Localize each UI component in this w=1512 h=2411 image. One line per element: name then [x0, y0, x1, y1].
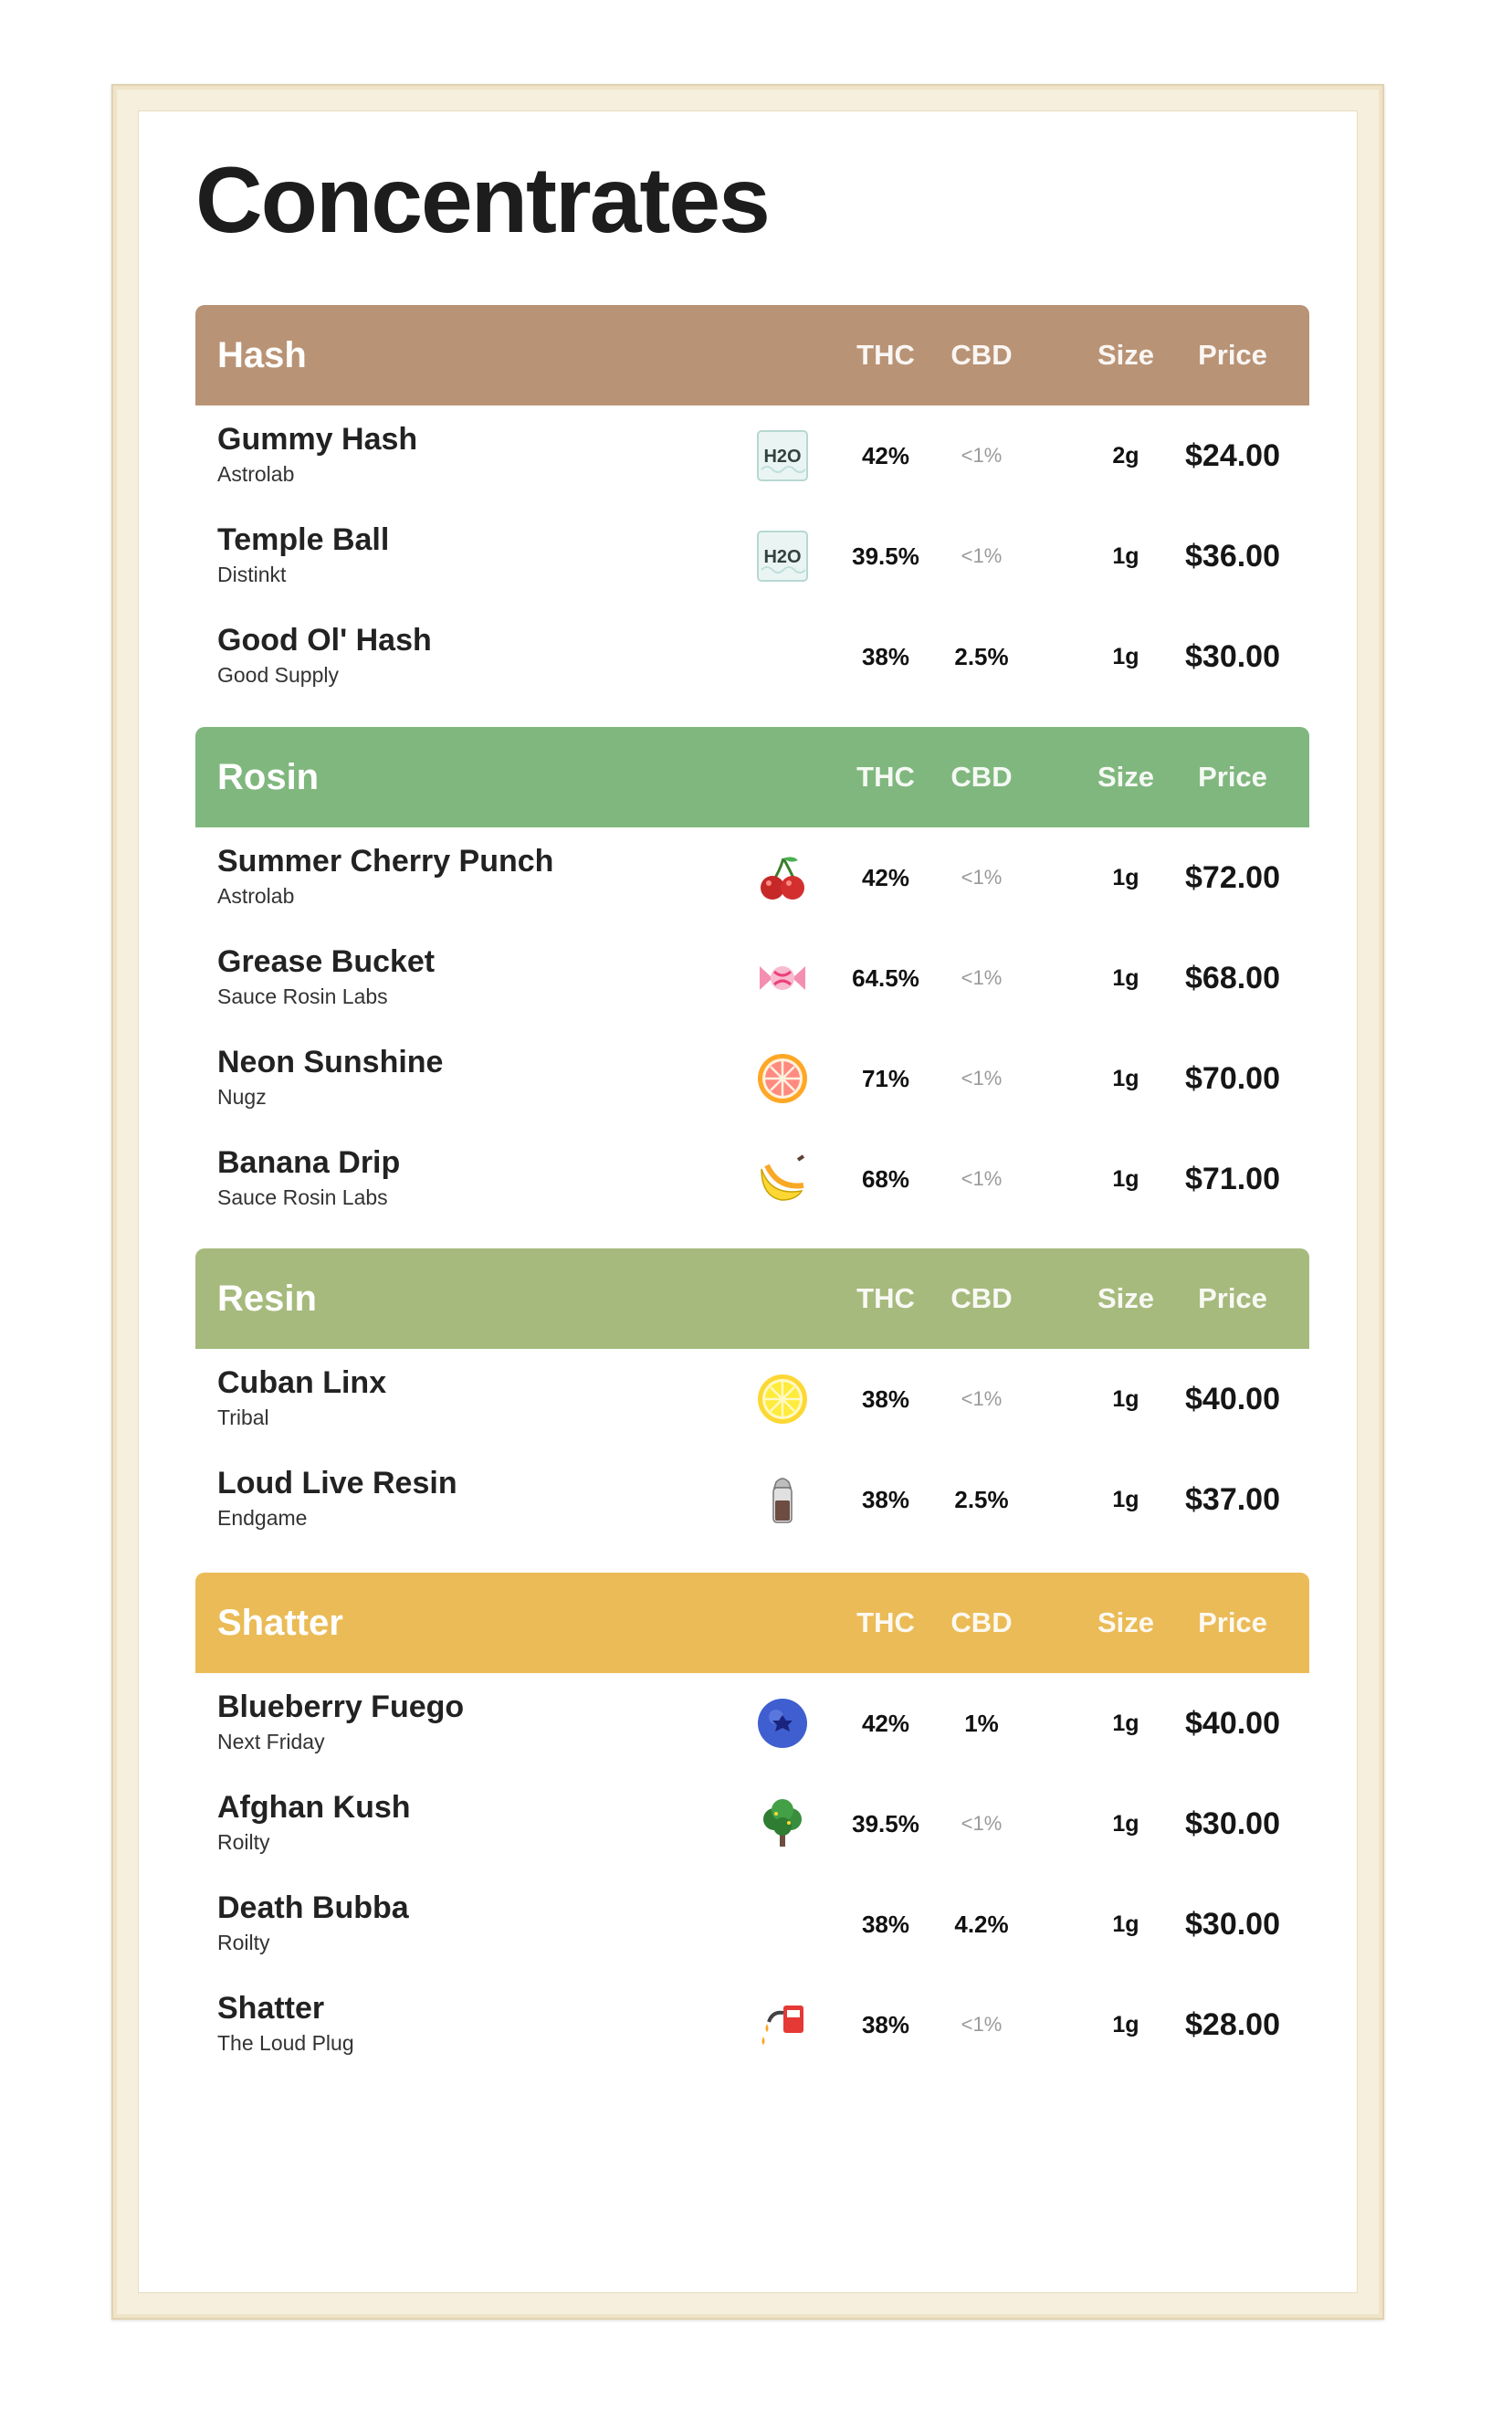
- product-brand: Astrolab: [217, 462, 295, 486]
- product-thc: 38%: [861, 1486, 910, 1513]
- product-cbd: <1%: [961, 1167, 1003, 1190]
- product-row: [195, 1974, 1309, 2075]
- product-brand: Distinkt: [217, 563, 287, 586]
- product-cbd: <1%: [961, 1067, 1003, 1090]
- section-header: [195, 727, 1309, 827]
- product-name: Blueberry Fuego: [217, 1690, 465, 1724]
- product-name: Shatter: [217, 1991, 325, 2026]
- product-cbd: 1%: [964, 1710, 999, 1737]
- product-size: 1g: [1112, 1166, 1139, 1192]
- product-row: [195, 506, 1309, 606]
- product-size: 1g: [1112, 865, 1139, 890]
- section-title: Rosin: [217, 757, 320, 797]
- product-thc: 38%: [861, 1911, 910, 1938]
- product-cbd: 2.5%: [954, 1486, 1009, 1513]
- product-row: [195, 606, 1309, 707]
- product-thc: 42%: [861, 1710, 910, 1737]
- product-brand: Nugz: [217, 1085, 267, 1109]
- blueberry-icon: [756, 1697, 809, 1750]
- section-rows: [195, 405, 1309, 707]
- product-brand: Next Friday: [217, 1730, 325, 1753]
- product-name: Temple Ball: [217, 522, 390, 557]
- product-brand: Endgame: [217, 1506, 308, 1530]
- product-price: $68.00: [1185, 961, 1280, 995]
- product-price: $71.00: [1185, 1162, 1280, 1196]
- price-column-header: Price: [1198, 1606, 1267, 1638]
- product-cbd: 4.2%: [954, 1911, 1009, 1938]
- section-title: Hash: [217, 335, 307, 375]
- section-rows: [195, 827, 1309, 1229]
- menu-section-shatter: [195, 1573, 1309, 2075]
- product-cbd: <1%: [961, 444, 1003, 467]
- svg-text:H2O: H2O: [763, 547, 802, 567]
- product-size: 1g: [1112, 543, 1139, 569]
- grapefruit-icon: [756, 1052, 809, 1105]
- banana-icon: [756, 1153, 809, 1206]
- product-cbd: 2.5%: [954, 643, 1009, 670]
- price-column-header: Price: [1198, 1282, 1267, 1314]
- cherry-icon: [756, 851, 809, 904]
- size-column-header: Size: [1097, 1282, 1155, 1314]
- product-cbd: <1%: [961, 1387, 1003, 1410]
- product-name: Death Bubba: [217, 1890, 409, 1925]
- menu-section-hash: [195, 305, 1309, 707]
- menu-section-rosin: [195, 727, 1309, 1229]
- product-row: [195, 827, 1309, 928]
- product-cbd: <1%: [961, 544, 1003, 567]
- product-row: [195, 1774, 1309, 1874]
- product-price: $40.00: [1185, 1382, 1280, 1416]
- svg-text:H2O: H2O: [763, 447, 802, 467]
- product-price: $28.00: [1185, 2007, 1280, 2042]
- product-cbd: <1%: [961, 1812, 1003, 1835]
- product-thc: 64.5%: [852, 964, 919, 992]
- thc-column-header: THC: [856, 1282, 915, 1314]
- product-price: $40.00: [1185, 1706, 1280, 1741]
- section-header: [195, 1248, 1309, 1349]
- price-column-header: Price: [1198, 761, 1267, 793]
- product-thc: 42%: [861, 442, 910, 469]
- product-size: 1g: [1112, 644, 1139, 669]
- product-row: [195, 1028, 1309, 1129]
- section-rows: [195, 1349, 1309, 1550]
- size-column-header: Size: [1097, 1606, 1155, 1638]
- product-brand: Good Supply: [217, 663, 339, 687]
- product-brand: Sauce Rosin Labs: [217, 984, 388, 1008]
- product-size: 1g: [1112, 1386, 1139, 1412]
- page-title: Concentrates: [195, 148, 769, 252]
- product-price: $30.00: [1185, 1907, 1280, 1942]
- product-brand: Tribal: [217, 1406, 269, 1429]
- product-row: [195, 1673, 1309, 1774]
- product-thc: 68%: [861, 1165, 910, 1193]
- section-header: [195, 305, 1309, 405]
- price-column-header: Price: [1198, 339, 1267, 371]
- product-cbd: <1%: [961, 866, 1003, 889]
- product-cbd: <1%: [961, 966, 1003, 989]
- thc-column-header: THC: [856, 761, 915, 793]
- thc-column-header: THC: [856, 339, 915, 371]
- section-rows: [195, 1673, 1309, 2075]
- product-brand: Sauce Rosin Labs: [217, 1185, 388, 1209]
- product-price: $72.00: [1185, 860, 1280, 895]
- product-thc: 38%: [861, 2011, 910, 2038]
- product-size: 1g: [1112, 1811, 1139, 1837]
- cbd-column-header: CBD: [950, 339, 1013, 371]
- product-price: $70.00: [1185, 1061, 1280, 1096]
- product-size: 1g: [1112, 965, 1139, 991]
- product-name: Gummy Hash: [217, 422, 418, 457]
- product-row: [195, 405, 1309, 506]
- section-title: Shatter: [217, 1603, 343, 1643]
- product-name: Cuban Linx: [217, 1365, 387, 1400]
- cbd-column-header: CBD: [950, 1282, 1013, 1314]
- product-row: [195, 1874, 1309, 1974]
- pepper-shaker-icon: [756, 1473, 809, 1526]
- product-price: $24.00: [1185, 438, 1280, 473]
- product-name: Afghan Kush: [217, 1790, 411, 1825]
- section-title: Resin: [217, 1279, 317, 1319]
- product-size: 1g: [1112, 1487, 1139, 1512]
- product-name: Good Ol' Hash: [217, 623, 432, 658]
- product-row: [195, 1349, 1309, 1449]
- product-size: 1g: [1112, 1911, 1139, 1937]
- product-row: [195, 1449, 1309, 1550]
- product-thc: 42%: [861, 864, 910, 891]
- size-column-header: Size: [1097, 761, 1155, 793]
- lemon-slice-icon: [756, 1373, 809, 1426]
- product-price: $30.00: [1185, 1806, 1280, 1841]
- product-thc: 39.5%: [852, 542, 919, 570]
- product-price: $36.00: [1185, 539, 1280, 574]
- product-row: [195, 1129, 1309, 1229]
- product-cbd: <1%: [961, 2013, 1003, 2036]
- product-name: Neon Sunshine: [217, 1045, 444, 1079]
- product-size: 1g: [1112, 1711, 1139, 1736]
- tree-icon: [756, 1797, 809, 1850]
- product-price: $37.00: [1185, 1482, 1280, 1517]
- product-size: 1g: [1112, 2012, 1139, 2037]
- h2o-icon: [756, 429, 809, 482]
- cbd-column-header: CBD: [950, 1606, 1013, 1638]
- product-name: Grease Bucket: [217, 944, 436, 979]
- product-thc: 38%: [861, 643, 910, 670]
- product-price: $30.00: [1185, 639, 1280, 674]
- product-brand: Roilty: [217, 1931, 270, 1954]
- product-size: 2g: [1112, 443, 1139, 469]
- cbd-column-header: CBD: [950, 761, 1013, 793]
- candy-icon: [756, 952, 809, 1005]
- product-name: Banana Drip: [217, 1145, 401, 1180]
- product-thc: 39.5%: [852, 1810, 919, 1837]
- thc-column-header: THC: [856, 1606, 915, 1638]
- product-name: Loud Live Resin: [217, 1466, 457, 1500]
- section-header: [195, 1573, 1309, 1673]
- product-brand: The Loud Plug: [217, 2031, 354, 2055]
- menu-section-resin: [195, 1248, 1309, 1550]
- product-brand: Roilty: [217, 1830, 270, 1854]
- product-size: 1g: [1112, 1066, 1139, 1091]
- product-name: Summer Cherry Punch: [217, 844, 554, 879]
- product-thc: 71%: [861, 1065, 910, 1092]
- product-row: [195, 928, 1309, 1028]
- h2o-icon: [756, 530, 809, 583]
- product-thc: 38%: [861, 1385, 910, 1413]
- size-column-header: Size: [1097, 339, 1155, 371]
- fuel-pump-icon: [756, 1998, 809, 2051]
- product-brand: Astrolab: [217, 884, 295, 908]
